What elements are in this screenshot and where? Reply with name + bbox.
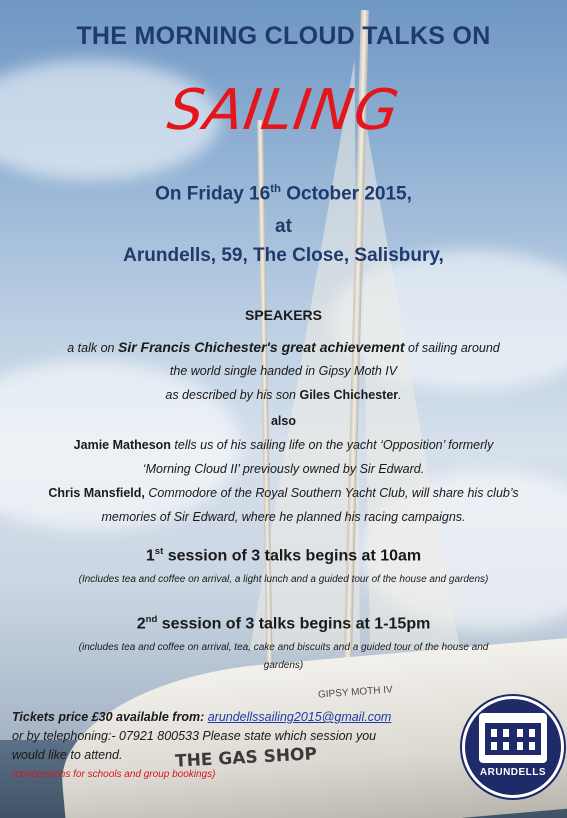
shop-sign: THE GAS SHOP [174, 744, 318, 772]
seal-label: ARUNDELLS [479, 767, 547, 778]
event-date [0, 183, 567, 205]
house-icon [485, 723, 541, 755]
session-2-heading [0, 614, 567, 633]
window-icon [491, 742, 497, 750]
concessions-note: (concessions for schools and group bookings) [12, 769, 216, 780]
window-icon [491, 729, 497, 737]
window-icon [529, 742, 535, 750]
speaker-2-topic: tells us of his sailing life on the yacht ‘Opposition’ formerly [170, 438, 494, 452]
speaker-3-line-1 [0, 486, 567, 500]
speaker-2-line-2: ‘Morning Cloud II’ previously owned by Sir Edward. [142, 462, 425, 476]
speaker-3-line-2: memories of Sir Edward, where he planned his racing campaigns. [101, 510, 466, 524]
speaker-1-topic-tail: of sailing around [404, 341, 500, 355]
speaker-1-intro: a talk on [67, 341, 118, 355]
date-day: On Friday 16 [155, 183, 271, 205]
also-label: also [270, 414, 296, 428]
window-icon [503, 742, 509, 750]
speaker-3-topic: Commodore of the Royal Southern Yacht Club, will share his club’s [144, 486, 519, 500]
window-icon [529, 729, 535, 737]
session-1-suffix: st [154, 546, 164, 557]
speaker-2-line-1 [0, 438, 567, 452]
speaker-1-name: Giles Chichester [299, 388, 399, 402]
boat-name: GIPSY MOTH IV [317, 684, 394, 701]
poster-title: THE MORNING CLOUD TALKS ON [76, 22, 491, 50]
session-2-number: 2 [136, 615, 146, 633]
headline: SAILING [163, 78, 404, 143]
speaker-1-line-1 [0, 339, 567, 355]
window-icon [517, 729, 523, 737]
session-1-note: (Includes tea and coffee on arrival, a light lunch and a guided tour of the house and gardens) [78, 574, 489, 585]
speaker-1-line-3 [0, 388, 567, 402]
window-icon [503, 729, 509, 737]
tickets-line-1 [12, 708, 472, 727]
speaker-1-by: as described by his son [165, 388, 300, 402]
date-suffix: th [270, 183, 281, 195]
session-2-note-line-1: (includes tea and coffee on arrival, tea, cake and biscuits and a guided tour of the house and [78, 642, 489, 653]
session-1-number: 1 [145, 547, 155, 565]
speakers-heading: SPEAKERS [244, 307, 323, 323]
email-link[interactable]: arundellssailing2015@gmail.com [207, 710, 392, 724]
session-2-suffix: nd [145, 614, 158, 625]
arundells-seal [462, 696, 564, 798]
speaker-1-topic: Sir Francis Chichester's great achievement [117, 339, 405, 355]
speaker-1-line-2: the world single handed in Gipsy Moth IV [169, 364, 398, 378]
tickets-line-3: would like to attend. [12, 748, 123, 762]
event-at: at [275, 216, 292, 237]
session-2-note-line-2: gardens) [263, 660, 304, 671]
window-icon [517, 742, 523, 750]
speaker-1-period: . [398, 388, 402, 402]
seal-house-panel [479, 713, 547, 763]
speaker-2-name: Jamie Matheson [73, 438, 171, 452]
session-1-heading [0, 546, 567, 565]
session-2-text: session of 3 talks begins at 1-15pm [157, 615, 431, 633]
tickets-line-2: or by telephoning:- 07921 800533 Please state which session you [12, 729, 377, 743]
tickets-info [12, 708, 472, 784]
speaker-3-name: Chris Mansfield, [48, 486, 145, 500]
event-venue: Arundells, 59, The Close, Salisbury, [123, 245, 444, 266]
session-1-text: session of 3 talks begins at 10am [163, 547, 422, 565]
date-month-year: October 2015, [280, 183, 412, 205]
ticket-price: Tickets price £30 available from: [12, 710, 208, 724]
